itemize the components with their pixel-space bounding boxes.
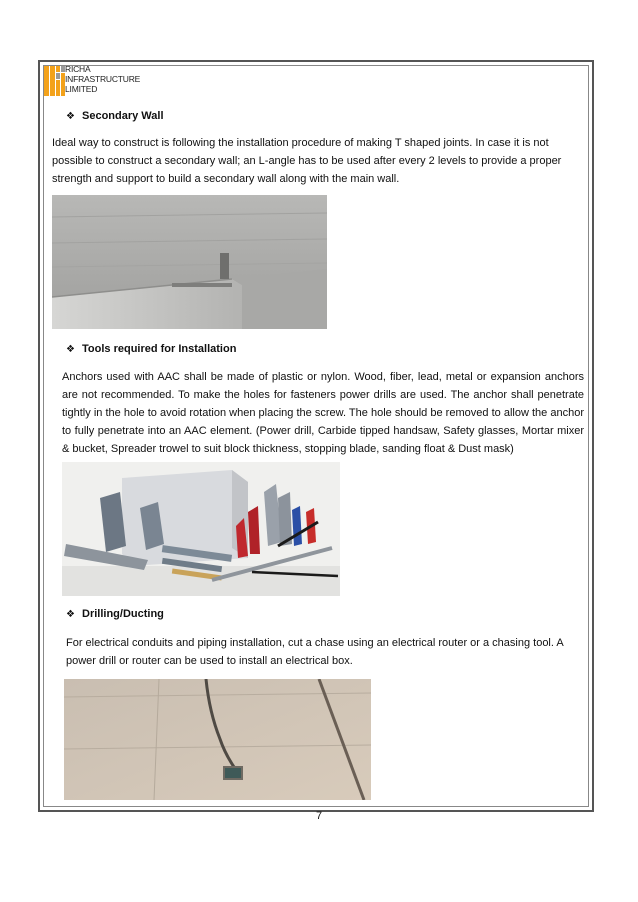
paragraph-tools: Anchors used with AAC shall be made of plastic or nylon. Wood, fiber, lead, metal or expansion anchors are not recommended. To make the holes for fasteners power drills are used. The anchor shall penetrate tightly in the hole to avoid rotation when placing the screw. The hole should be removed to allow the anchor to fully penetrate into an AAC element. (Power drill, Carbide tipped handsaw, Safety glasses, Mortar mixer & bucket, Spreader trowel to suit block thickness, stopping blade, sanding float & Dust mask) xyxy=(62,371,584,455)
page-number: 7 xyxy=(315,810,323,822)
logo-line-1: RICHA xyxy=(65,64,91,74)
logo-text xyxy=(65,64,140,94)
paragraph-drilling: For electrical conduits and piping installation, cut a chase using an electrical router or a chasing tool. A power drill or router can be used to install an electrical box. xyxy=(66,637,564,667)
diamond-bullet-icon: ❖ xyxy=(66,344,75,355)
heading-text: Tools required for Installation xyxy=(82,343,237,355)
heading-drilling xyxy=(66,608,164,620)
secondary-wall-photo xyxy=(52,195,327,329)
heading-tools xyxy=(66,343,236,355)
logo-line-3: LIMITED xyxy=(65,84,98,94)
diamond-bullet-icon: ❖ xyxy=(66,609,75,620)
heading-text: Secondary Wall xyxy=(82,110,164,122)
diamond-bullet-icon: ❖ xyxy=(66,111,75,122)
paragraph-secondary-wall: Ideal way to construct is following the installation procedure of making T shaped joints. In case it is not possible to construct a secondary wall; an L-angle has to be used after every 2 levels to provide a proper strength and support to build a secondary wall along with the main wall. xyxy=(52,137,562,185)
heading-secondary-wall xyxy=(66,110,164,122)
logo-line-2: INFRASTRUCTURE xyxy=(65,74,141,84)
anchors-photo xyxy=(62,462,340,596)
heading-text: Drilling/Ducting xyxy=(82,608,164,620)
drilling-photo xyxy=(64,679,371,800)
